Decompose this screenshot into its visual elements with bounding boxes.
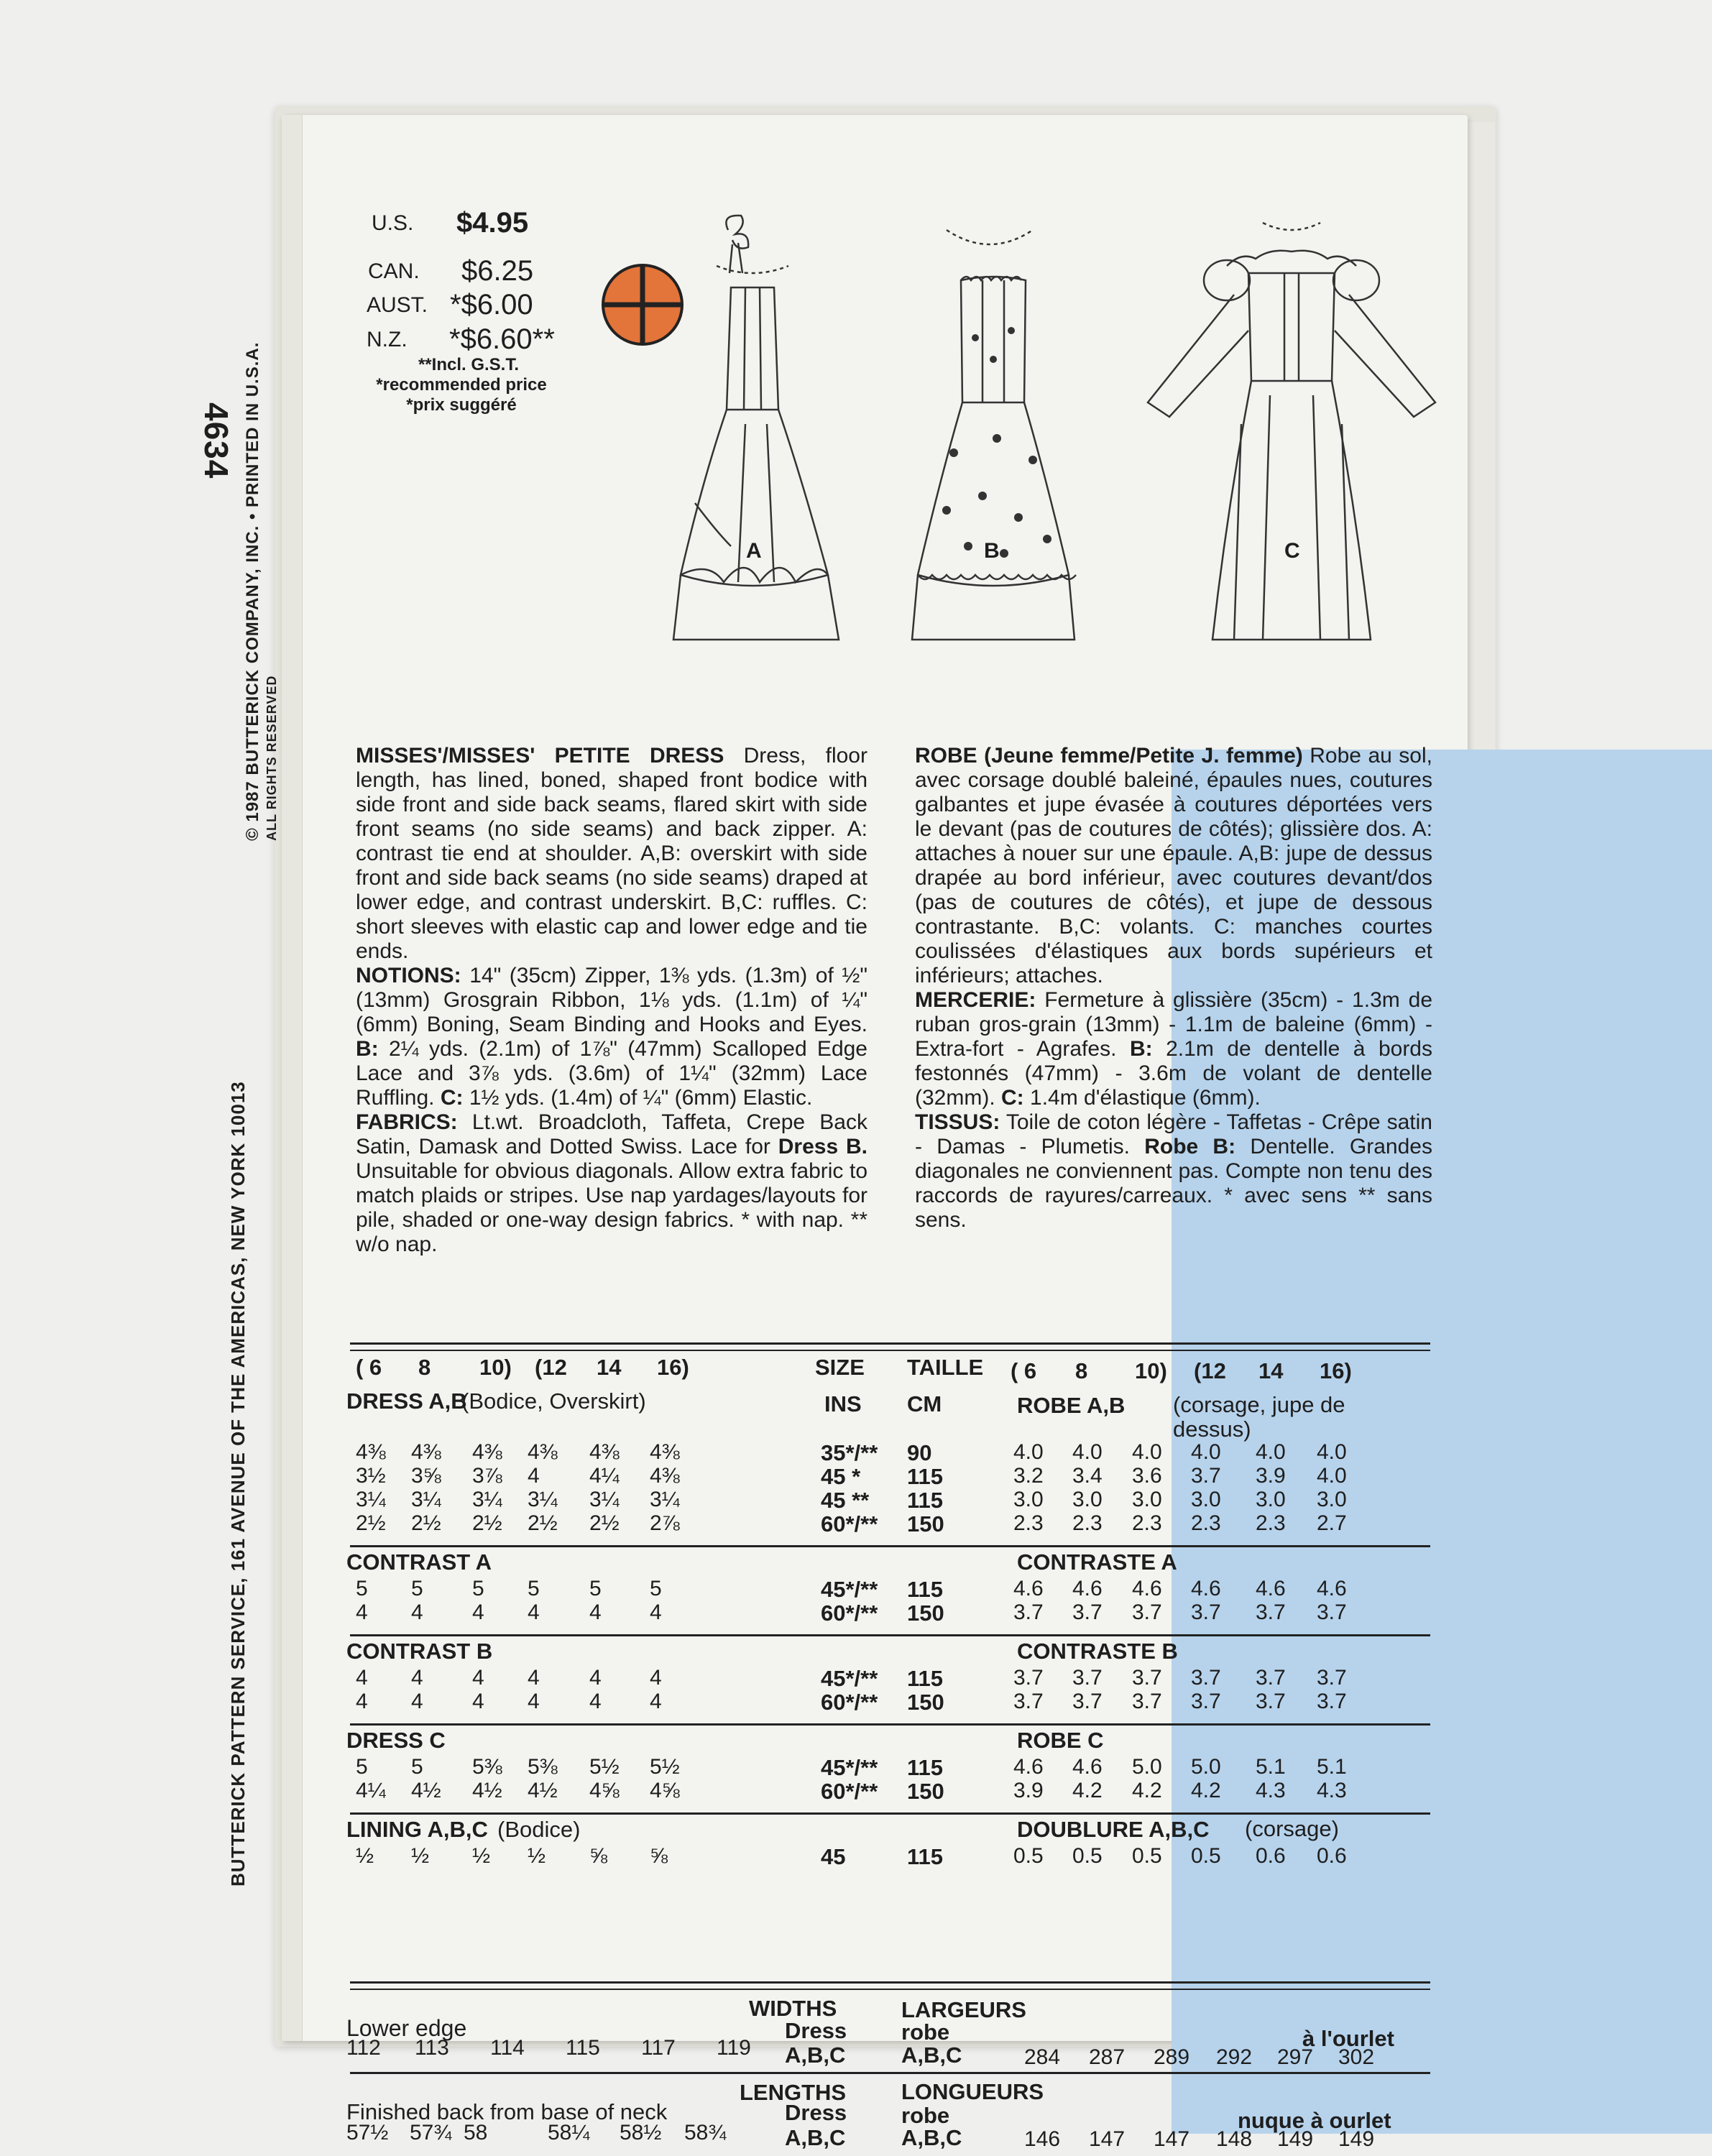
cell-fr: 0.5 [1191, 1844, 1221, 1868]
widths-row-label: Lower edge [346, 2015, 467, 2041]
cell-fr: 3.7 [1256, 1600, 1286, 1624]
cell-fr: 3.7 [1072, 1666, 1103, 1690]
cell-en: 4 [650, 1690, 662, 1713]
size-header-en: 16) [657, 1355, 689, 1380]
width-cm: 302 [1338, 2045, 1375, 2069]
size-header-fr: ( 6 [1011, 1358, 1037, 1383]
cell-en: 4 [356, 1666, 368, 1690]
cell-en: 3⅝ [411, 1464, 441, 1488]
address-text: BUTTERICK PATTERN SERVICE, 161 AVENUE OF THE AMERICAS, NEW YORK 10013 [227, 1081, 249, 1886]
section-sub-fr: (corsage, jupe de dessus) [1173, 1392, 1345, 1442]
size-header-fr: 8 [1075, 1358, 1088, 1383]
cell-ins: 45 [821, 1844, 846, 1869]
table-rule [350, 1545, 1430, 1547]
cell-fr: 4.0 [1317, 1440, 1347, 1464]
lengths-row-label: Finished back from base of neck [346, 2099, 668, 2124]
cell-cm: 150 [907, 1600, 944, 1626]
cell-fr: 4.0 [1256, 1440, 1286, 1464]
cell-fr: 3.9 [1256, 1464, 1286, 1488]
length-cm: 146 [1024, 2127, 1061, 2151]
fabrics-label: FABRICS: [356, 1110, 458, 1134]
lengths-fr-row-label: robe [901, 2103, 950, 2128]
mercerie-c-text: 1.4m d'élastique (6mm). [1030, 1086, 1261, 1110]
cell-en: 4¼ [356, 1779, 386, 1802]
cell-fr: 3.0 [1072, 1488, 1103, 1511]
cell-fr: 3.7 [1072, 1600, 1103, 1624]
size-header-fr: 16) [1320, 1358, 1352, 1383]
cell-fr: 4.6 [1013, 1755, 1044, 1779]
cell-en: 4 [589, 1666, 602, 1690]
cell-en: 4 [356, 1600, 368, 1624]
cell-fr: 4.0 [1132, 1440, 1162, 1464]
price-value: $6.25 [461, 255, 534, 287]
mercerie-text: Fermeture à glissière (35cm) - 1.3m de ruban gros-grain (13mm) - 1.1m de baleine (6mm) - Extra-fort - Agrafes. [915, 988, 1432, 1061]
cell-en: 5 [411, 1755, 423, 1779]
tissus-rest-text: Dentelle. Grandes diagonales ne conviennent pas. Compte non tenu des raccords de rayures/carreaux. * avec sens ** sans sens. [915, 1135, 1432, 1232]
widths-dress-label: Dress [785, 2018, 847, 2043]
cell-fr: 3.0 [1317, 1488, 1347, 1511]
fabrics-text: Lt.wt. Broadcloth, Taffeta, Crepe Back Satin, Damask and Dotted Swiss. Lace for [356, 1110, 867, 1158]
pattern-envelope [198, 115, 1468, 2151]
cell-en: 4½ [528, 1779, 558, 1802]
cell-ins: 45*/** [821, 1755, 878, 1780]
cell-fr: 3.7 [1191, 1464, 1221, 1488]
view-label-b: B [984, 539, 1000, 563]
section-title-fr: CONTRASTE A [1017, 1549, 1177, 1575]
cell-en: 4 [589, 1600, 602, 1624]
cell-fr: 3.0 [1013, 1488, 1044, 1511]
cell-fr: 3.7 [1013, 1666, 1044, 1690]
cell-en: 4⅜ [650, 1464, 680, 1488]
cell-fr: 5.0 [1132, 1755, 1162, 1779]
cell-en: 3¼ [589, 1488, 620, 1511]
size-label: SIZE [815, 1355, 865, 1380]
section-title-en: DRESS C [346, 1728, 446, 1753]
length-cm: 147 [1154, 2127, 1190, 2151]
section-title-en: DRESS A,B [346, 1388, 467, 1414]
width-in: 112 [346, 2036, 381, 2060]
width-in: 114 [490, 2036, 525, 2060]
mercerie-label: MERCERIE: [915, 988, 1036, 1012]
notions-b-label: B: [356, 1037, 379, 1061]
mercerie-c-label: C: [1001, 1086, 1024, 1110]
lengths-fr-views: A,B,C [901, 2125, 962, 2150]
cell-cm: 115 [907, 1666, 944, 1691]
cell-en: 2½ [589, 1511, 620, 1535]
width-cm: 292 [1216, 2045, 1253, 2069]
lengths-dress-label: Dress [785, 2100, 847, 2125]
cell-cm: 115 [907, 1464, 944, 1489]
price-label: N.Z. [367, 328, 408, 351]
cell-en: 3¼ [356, 1488, 386, 1511]
cell-en: ½ [528, 1844, 546, 1868]
cell-fr: 4.6 [1072, 1577, 1103, 1600]
cell-cm: 90 [907, 1440, 932, 1465]
cell-en: ½ [411, 1844, 430, 1868]
table-rule [350, 1350, 1430, 1351]
cell-fr: 3.7 [1132, 1600, 1162, 1624]
cell-en: 3¼ [411, 1488, 441, 1511]
cell-en: 4½ [411, 1779, 441, 1802]
length-in: 58¾ [684, 2121, 727, 2145]
cell-fr: 3.7 [1256, 1666, 1286, 1690]
cell-en: 5⅜ [472, 1755, 502, 1779]
length-in: 58 [464, 2121, 488, 2145]
mercerie-b-text: 2.1m de dentelle à bords festonnés (47mm) - 3.6m de volant de dentelle (32mm). [915, 1037, 1432, 1110]
cell-fr: 2.7 [1317, 1511, 1347, 1535]
cell-ins: 45 ** [821, 1488, 870, 1513]
french-desc-text: Robe au sol, avec corsage doublé baleiné, épaules nues, coutures galbantes et jupe évasée à coutures déportées vers le devant (pas de coutures de côtés); glissière dos. A: attaches à nouer sur une épaule. A,B: jupe de dessus drapée au bord inférieur, avec coutures devant/dos (pas de coutures de côtés), et jupe de dessous contrastante. B,C: volants. C: manches courtes coulissées d'élastiques aux bords supérieurs et inférieurs; attaches. [915, 744, 1432, 987]
price-label: U.S. [372, 211, 414, 235]
cell-cm: 115 [907, 1488, 944, 1513]
yardage-table [282, 115, 1468, 2151]
cell-en: 2⅞ [650, 1511, 680, 1535]
cell-en: 4 [411, 1600, 423, 1624]
widths-label: WIDTHS [749, 1996, 837, 2021]
section-title-fr: ROBE C [1017, 1728, 1104, 1753]
width-in: 117 [641, 2036, 676, 2060]
section-title-fr: DOUBLURE A,B,C [1017, 1817, 1210, 1842]
widths-fr-row-label: robe [901, 2019, 950, 2045]
cell-fr: 4.2 [1072, 1779, 1103, 1802]
cell-fr: 4.6 [1132, 1577, 1162, 1600]
widths-fr-views: A,B,C [901, 2042, 962, 2068]
cell-en: 5⅜ [528, 1755, 558, 1779]
width-cm: 289 [1154, 2045, 1190, 2069]
cell-en: 4 [472, 1600, 484, 1624]
cell-en: 3¼ [650, 1488, 680, 1511]
cell-fr: 4.2 [1132, 1779, 1162, 1802]
section-title-en: LINING A,B,C [346, 1817, 488, 1842]
cell-fr: 0.6 [1317, 1844, 1347, 1868]
french-title: ROBE (Jeune femme/Petite J. femme) [915, 744, 1303, 768]
cell-fr: 4.6 [1072, 1755, 1103, 1779]
cell-fr: 4.0 [1013, 1440, 1044, 1464]
cm-header: CM [907, 1391, 942, 1416]
lengths-fr-note: nuque à ourlet [1238, 2108, 1391, 2133]
cell-en: 4 [528, 1600, 540, 1624]
widths-views: A,B,C [785, 2042, 846, 2068]
lengths-label: LENGTHS [740, 2080, 847, 2105]
cell-en: 4⅜ [411, 1440, 441, 1464]
lengths-views: A,B,C [785, 2125, 846, 2150]
cell-fr: 5.1 [1256, 1755, 1286, 1779]
english-title: MISSES'/MISSES' PETITE DRESS [356, 744, 724, 768]
width-cm: 284 [1024, 2045, 1061, 2069]
largeurs-label: LARGEURS [901, 1997, 1026, 2022]
table-rule [350, 1812, 1430, 1815]
price-value: *$6.00 [450, 289, 533, 321]
section-sub-fr: (corsage) [1245, 1816, 1339, 1841]
tissus-b-label: Robe B: [1144, 1135, 1236, 1158]
taille-label: TAILLE [907, 1355, 984, 1380]
mercerie-b-label: B: [1129, 1037, 1153, 1061]
length-in: 57½ [346, 2121, 389, 2145]
cell-fr: 3.7 [1317, 1690, 1347, 1713]
width-cm: 297 [1277, 2045, 1314, 2069]
length-cm: 149 [1338, 2127, 1375, 2151]
price-note-recommended: *recommended price [376, 375, 547, 395]
cell-cm: 115 [907, 1755, 944, 1780]
cell-en: 5 [356, 1577, 368, 1600]
cell-fr: 3.4 [1072, 1464, 1103, 1488]
cell-en: ⅝ [650, 1844, 668, 1868]
size-header-en: 10) [479, 1355, 512, 1380]
price-note-suggere: *prix suggéré [406, 395, 517, 415]
cell-fr: 2.3 [1013, 1511, 1044, 1535]
cell-en: 5 [356, 1755, 368, 1779]
cell-fr: 5.0 [1191, 1755, 1221, 1779]
cell-en: 4 [356, 1690, 368, 1713]
table-rule [350, 2072, 1430, 2074]
cell-en: 4¼ [589, 1464, 620, 1488]
cell-fr: 3.7 [1191, 1690, 1221, 1713]
cell-fr: 3.7 [1013, 1600, 1044, 1624]
cell-en: 4 [472, 1666, 484, 1690]
cell-en: 2½ [356, 1511, 386, 1535]
cell-fr: 4.0 [1317, 1464, 1347, 1488]
size-header-fr: (12 [1194, 1358, 1226, 1383]
cell-fr: 0.5 [1013, 1844, 1044, 1868]
cell-en: 4 [411, 1666, 423, 1690]
cell-fr: 3.7 [1072, 1690, 1103, 1713]
size-header-en: 8 [418, 1355, 431, 1380]
section-title-fr: ROBE A,B [1017, 1393, 1126, 1418]
cell-cm: 150 [907, 1690, 944, 1715]
notions-label: NOTIONS: [356, 964, 461, 987]
section-sub-en: (Bodice, Overskirt) [461, 1388, 646, 1414]
section-title-en: CONTRAST A [346, 1549, 492, 1575]
cell-fr: 4.6 [1256, 1577, 1286, 1600]
cell-ins: 45 * [821, 1464, 861, 1489]
cell-fr: 3.7 [1132, 1666, 1162, 1690]
cell-fr: 3.0 [1132, 1488, 1162, 1511]
cell-ins: 45*/** [821, 1577, 878, 1602]
price-note-gst: **Incl. G.S.T. [418, 355, 520, 374]
cell-en: 4⅜ [528, 1440, 558, 1464]
pattern-number: 4634 [198, 402, 235, 479]
size-header-en: 14 [597, 1355, 622, 1380]
tissus-text: Toile de coton légère - Taffetas - Crêpe satin - Damas - Plumetis. [915, 1110, 1432, 1158]
cell-cm: 115 [907, 1844, 944, 1869]
cell-en: 5 [411, 1577, 423, 1600]
price-value: $4.95 [456, 207, 529, 239]
cell-en: 4 [650, 1600, 662, 1624]
size-header-fr: 14 [1258, 1358, 1284, 1383]
section-sub-en: (Bodice) [497, 1817, 581, 1842]
cell-en: 4 [650, 1666, 662, 1690]
cell-fr: 4.2 [1191, 1779, 1221, 1802]
view-label-c: C [1284, 539, 1300, 563]
cell-ins: 60*/** [821, 1690, 878, 1715]
width-in: 119 [717, 2036, 751, 2060]
width-in: 113 [415, 2036, 449, 2060]
cell-en: 2½ [472, 1511, 502, 1535]
size-header-en: (12 [535, 1355, 567, 1380]
cell-fr: 3.7 [1191, 1600, 1221, 1624]
cell-fr: 0.5 [1072, 1844, 1103, 1868]
price-label: AUST. [367, 293, 428, 317]
fabrics-b-label: Dress B. [778, 1135, 867, 1158]
size-header-fr: 10) [1135, 1358, 1167, 1383]
length-cm: 148 [1216, 2127, 1253, 2151]
cell-fr: 0.6 [1256, 1844, 1286, 1868]
cell-cm: 115 [907, 1577, 944, 1602]
size-header-en: ( 6 [356, 1355, 382, 1380]
cell-fr: 3.0 [1191, 1488, 1221, 1511]
cell-en: 4⅜ [650, 1440, 680, 1464]
cell-en: 4 [528, 1666, 540, 1690]
table-rule [350, 1981, 1430, 1984]
cell-fr: 5.1 [1317, 1755, 1347, 1779]
cell-en: 3½ [356, 1464, 386, 1488]
cell-fr: 3.7 [1256, 1690, 1286, 1713]
cell-en: 3⅞ [472, 1464, 502, 1488]
notions-c-text: 1½ yds. (1.4m) of ¼" (6mm) Elastic. [469, 1086, 813, 1110]
cell-fr: 3.7 [1132, 1690, 1162, 1713]
cell-en: ½ [356, 1844, 374, 1868]
cell-en: 5 [650, 1577, 662, 1600]
fabrics-rest-text: Unsuitable for obvious diagonals. Allow extra fabric to match plaids or stripes. Use nap yardages/layouts for pile, shaded or one-way design fabrics. * with nap. ** w/o nap. [356, 1159, 867, 1256]
cell-en: 2½ [528, 1511, 558, 1535]
table-rule [350, 1342, 1430, 1345]
cell-en: 5 [589, 1577, 602, 1600]
cell-fr: 4.6 [1317, 1577, 1347, 1600]
cell-en: 4⅝ [589, 1779, 620, 1802]
cell-fr: 4.6 [1191, 1577, 1221, 1600]
cell-en: 4 [528, 1464, 540, 1488]
cell-en: 3¼ [472, 1488, 502, 1511]
cell-fr: 2.3 [1072, 1511, 1103, 1535]
cell-en: 4 [411, 1690, 423, 1713]
cell-fr: 4.3 [1256, 1779, 1286, 1802]
cell-fr: 3.7 [1191, 1666, 1221, 1690]
cell-ins: 60*/** [821, 1779, 878, 1804]
length-in: 57¾ [410, 2121, 452, 2145]
rights-text: ALL RIGHTS RESERVED [264, 675, 279, 841]
cell-fr: 3.0 [1256, 1488, 1286, 1511]
cell-cm: 150 [907, 1511, 944, 1537]
cell-ins: 45*/** [821, 1666, 878, 1691]
notions-text: 14" (35cm) Zipper, 1⅜ yds. (1.3m) of ½" (13mm) Grosgrain Ribbon, 1⅛ yds. (1.1m) of ¼" (6mm) Boning, Seam Binding and Hooks and Eyes. [356, 964, 867, 1036]
cell-fr: 0.5 [1132, 1844, 1162, 1868]
cell-en: 2½ [411, 1511, 441, 1535]
length-cm: 149 [1277, 2127, 1314, 2151]
section-title-en: CONTRAST B [346, 1639, 493, 1664]
section-title-fr: CONTRASTE B [1017, 1639, 1178, 1664]
table-rule [350, 1723, 1430, 1726]
cell-en: 5 [472, 1577, 484, 1600]
cell-fr: 4.0 [1191, 1440, 1221, 1464]
cell-fr: 3.7 [1013, 1690, 1044, 1713]
width-cm: 287 [1089, 2045, 1126, 2069]
cell-cm: 150 [907, 1779, 944, 1804]
price-label: CAN. [368, 259, 420, 283]
cell-fr: 4.6 [1013, 1577, 1044, 1600]
cell-en: 3¼ [528, 1488, 558, 1511]
cell-en: 4⅜ [589, 1440, 620, 1464]
cell-fr: 2.3 [1191, 1511, 1221, 1535]
widths-fr-note: à l'ourlet [1302, 2026, 1394, 2051]
longueurs-label: LONGUEURS [901, 2079, 1044, 2104]
cell-fr: 3.6 [1132, 1464, 1162, 1488]
tissus-label: TISSUS: [915, 1110, 1000, 1134]
cell-ins: 60*/** [821, 1511, 878, 1537]
cell-fr: 4.3 [1317, 1779, 1347, 1802]
width-in: 115 [566, 2036, 600, 2060]
copyright-text: © 1987 BUTTERICK COMPANY, INC. • PRINTED IN U.S.A. [243, 341, 262, 841]
cell-en: 4⅜ [356, 1440, 386, 1464]
cell-fr: 3.9 [1013, 1779, 1044, 1802]
notions-b-text: 2¼ yds. (2.1m) of 1⅞" (47mm) Scalloped Edge Lace and 3⅞ yds. (3.6m) of 1¼" (32mm) Lace Ruffling. [356, 1037, 867, 1110]
notions-c-label: C: [440, 1086, 464, 1110]
view-label-a: A [746, 539, 762, 563]
cell-en: 4⅜ [472, 1440, 502, 1464]
table-rule [350, 1989, 1430, 1990]
cell-en: ⅝ [589, 1844, 608, 1868]
price-value: *$6.60** [449, 323, 555, 355]
length-in: 58¼ [548, 2121, 590, 2145]
cell-en: 4⅝ [650, 1779, 680, 1802]
cell-fr: 3.7 [1317, 1600, 1347, 1624]
cell-fr: 3.2 [1013, 1464, 1044, 1488]
cell-en: ½ [472, 1844, 491, 1868]
cell-ins: 35*/** [821, 1440, 878, 1465]
length-in: 58½ [620, 2121, 662, 2145]
cell-en: 4½ [472, 1779, 502, 1802]
length-cm: 147 [1089, 2127, 1126, 2151]
table-rule [350, 1634, 1430, 1636]
cell-fr: 4.0 [1072, 1440, 1103, 1464]
cell-en: 4 [528, 1690, 540, 1713]
cell-fr: 3.7 [1317, 1666, 1347, 1690]
english-desc-text: Dress, floor length, has lined, boned, shaped front bodice with side front and side back seams, flared skirt with side front seams (no side seams) and back zipper. A: contrast tie end at shoulder. A,B: overskirt with side front and side back seams (no side seams) draped at lower edge, and contrast underskirt. B,C: ruffles. C: short sleeves with elastic cap and lower edge and tie ends. [356, 744, 867, 963]
cell-en: 5½ [650, 1755, 680, 1779]
cell-en: 4 [589, 1690, 602, 1713]
cell-en: 4 [472, 1690, 484, 1713]
ins-header: INS [824, 1391, 862, 1416]
cell-ins: 60*/** [821, 1600, 878, 1626]
cell-fr: 2.3 [1132, 1511, 1162, 1535]
cell-en: 5 [528, 1577, 540, 1600]
cell-en: 5½ [589, 1755, 620, 1779]
cell-fr: 2.3 [1256, 1511, 1286, 1535]
